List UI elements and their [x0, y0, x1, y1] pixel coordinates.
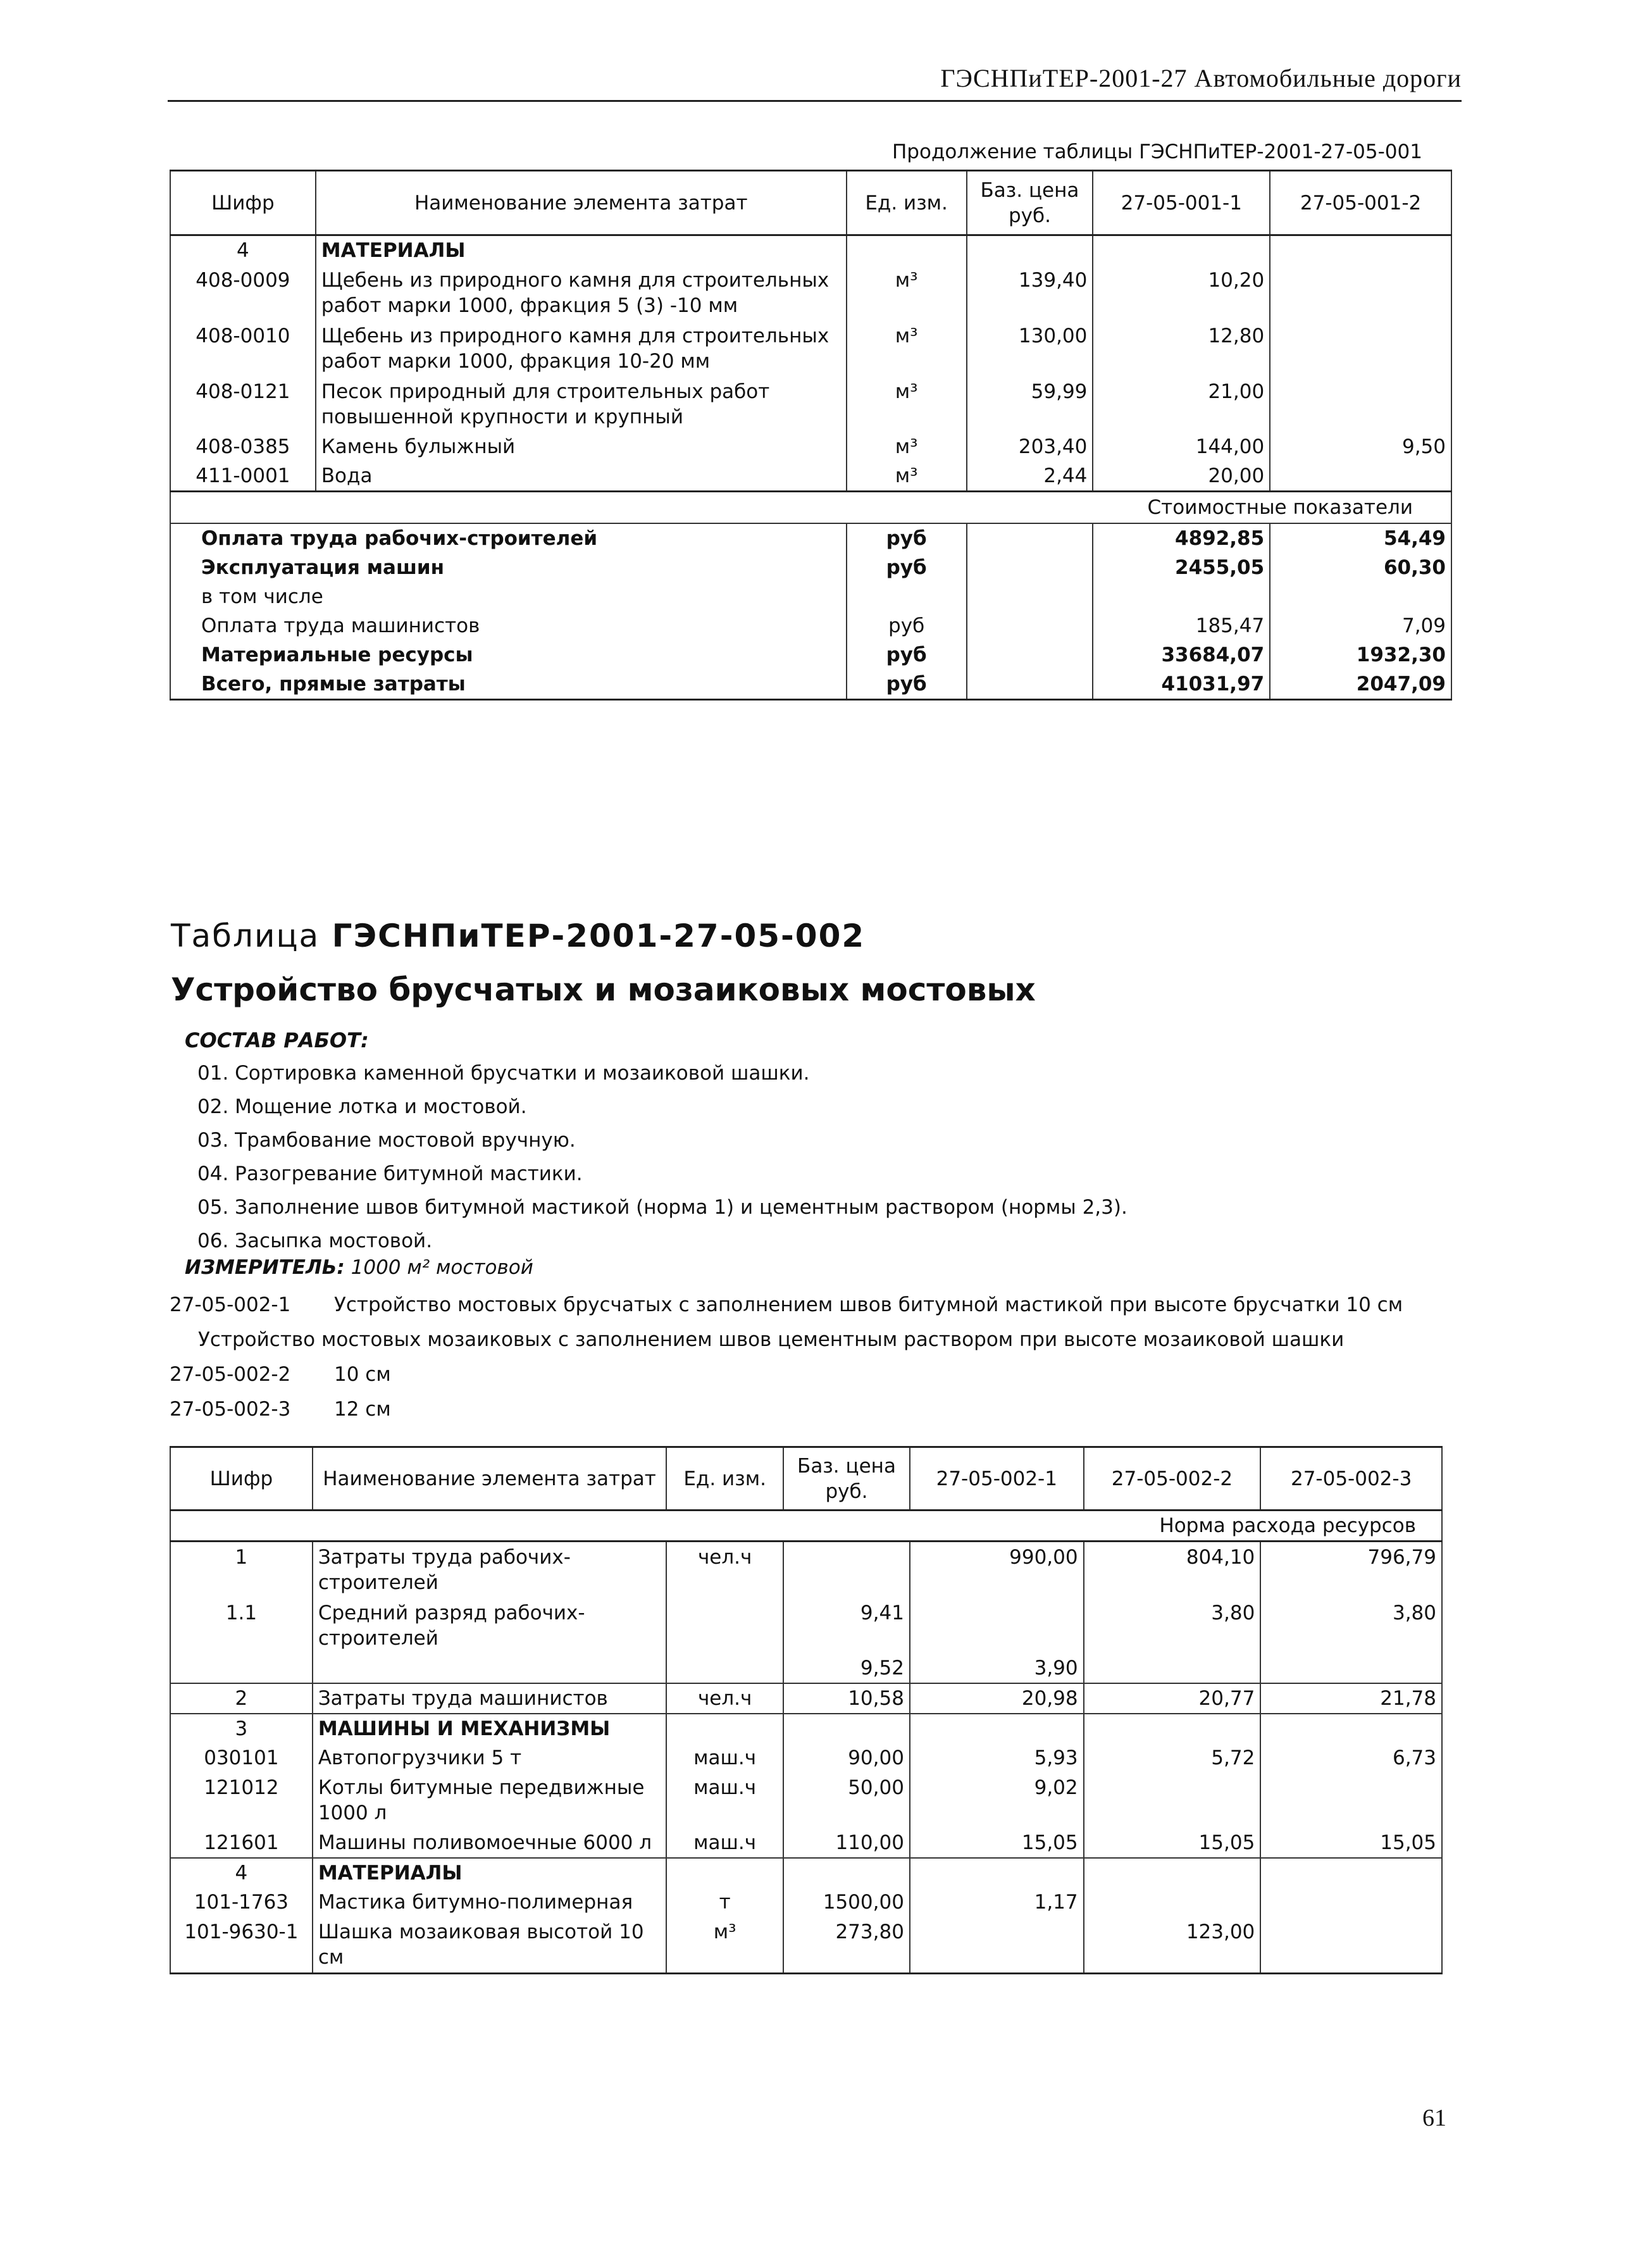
table-row: 101-1763 Мастика битумно-полимерная т 1500,00 1,17 [170, 1888, 1442, 1917]
cost-row: Оплата труда машинистов руб 185,47 7,09 [170, 611, 1451, 640]
section-row: 4 МАТЕРИАЛЫ [170, 235, 1451, 266]
norm-header-row: Норма расхода ресурсов [170, 1511, 1442, 1542]
work-composition-label: СОСТАВ РАБОТ: [185, 1028, 369, 1052]
cost-indicators-header: Стоимостные показатели [170, 492, 1451, 524]
cost-row: Оплата труда рабочих-строителей руб 4892,85 54,49 [170, 523, 1451, 553]
column-header: 27-05-002-2 [1084, 1447, 1261, 1511]
column-header: 27-05-002-1 [910, 1447, 1084, 1511]
table-row: 1 Затраты труда рабочих-строителей чел.ч 990,00 804,10 796,79 [170, 1542, 1442, 1598]
table-row: 408-0010 Щебень из природного камня для строительных работ марки 1000, фракция 10-20 мм м³ 130,00 12,80 [170, 321, 1451, 377]
table-row: 408-0385 Камень булыжный м³ 203,40 144,00 9,50 [170, 432, 1451, 461]
resource-table-05-002 [170, 1446, 1443, 1974]
cost-row: Всего, прямые затраты руб 41031,97 2047,09 [170, 670, 1451, 700]
column-header: Шифр [170, 1447, 313, 1511]
cost-row: в том числе [170, 582, 1451, 611]
table-row: 408-0121 Песок природный для строительных работ повышенной крупности и крупный м³ 59,99 21,00 [170, 377, 1451, 432]
column-header: Ед. изм. [847, 171, 967, 235]
page-header [168, 63, 1462, 102]
column-header: Ед. изм. [666, 1447, 783, 1511]
table-row: 121601 Машины поливомоечные 6000 л маш.ч 110,00 15,05 15,05 15,05 [170, 1828, 1442, 1858]
work-list [197, 1057, 1128, 1258]
norm-code-line: 27-05-002-3 12 см [170, 1398, 391, 1421]
table-subtitle: Устройство брусчатых и мозаиковых мостовых [171, 971, 1036, 1008]
norm-code-line: Устройство мостовых мозаиковых с заполнением швов цементным раствором при высоте мозаиковой шашки [198, 1328, 1345, 1351]
norm-code-line: 27-05-002-2 10 см [170, 1363, 391, 1386]
measure-unit: ИЗМЕРИТЕЛЬ: 1000 м² мостовой [185, 1256, 533, 1279]
resource-table-05-001 [170, 170, 1452, 701]
running-title: ГЭСНПиТЕР-2001-27 Автомобильные дороги [940, 64, 1462, 92]
table-header-row [170, 1447, 1442, 1511]
table-title: Таблица ГЭСНПиТЕР-2001-27-05-002 [171, 918, 866, 954]
column-header: 27-05-002-3 [1260, 1447, 1442, 1511]
column-header: 27-05-001-1 [1093, 171, 1270, 235]
table-row: 121012 Котлы битумные передвижные 1000 л маш.ч 50,00 9,02 [170, 1773, 1442, 1828]
cost-row: Материальные ресурсы руб 33684,07 1932,30 [170, 640, 1451, 670]
column-header: Наименование элемента затрат [316, 171, 847, 235]
work-item: 01. Сортировка каменной брусчатки и мозаиковой шашки. [197, 1062, 810, 1085]
column-header: Наименование элемента затрат [313, 1447, 666, 1511]
table-row: 411-0001 Вода м³ 2,44 20,00 [170, 461, 1451, 492]
column-header: Баз. цена руб. [967, 171, 1093, 235]
page-number: 61 [1422, 2105, 1446, 2131]
table-row: 1.1 Средний разряд рабочих-строителей 9,41 3,80 3,80 [170, 1598, 1442, 1654]
table-row: 101-9630-1 Шашка мозаиковая высотой 10 см м³ 273,80 123,00 [170, 1917, 1442, 1974]
table-continuation-caption: Продолжение таблицы ГЭСНПиТЕР-2001-27-05-001 [892, 140, 1422, 163]
table-header-row [170, 171, 1451, 235]
section-row: 3 МАШИНЫ И МЕХАНИЗМЫ [170, 1714, 1442, 1743]
work-item: 03. Трамбование мостовой вручную. [197, 1129, 576, 1152]
norm-code-line: 27-05-002-1 Устройство мостовых брусчатых с заполнением швов битумной мастикой при высоте брусчатки 10 см [170, 1293, 1403, 1316]
table-row: 2 Затраты труда машинистов чел.ч 10,58 20,98 20,77 21,78 [170, 1683, 1442, 1714]
table-row: 9,52 3,90 [170, 1654, 1442, 1683]
work-item: 02. Мощение лотка и мостовой. [197, 1095, 527, 1118]
column-header: Баз. цена руб. [783, 1447, 910, 1511]
work-item: 06. Засыпка мостовой. [197, 1230, 433, 1252]
work-item: 04. Разогревание битумной мастики. [197, 1162, 583, 1185]
cost-row: Эксплуатация машин руб 2455,05 60,30 [170, 553, 1451, 582]
table-row: 030101 Автопогрузчики 5 т маш.ч 90,00 5,93 5,72 6,73 [170, 1743, 1442, 1773]
work-item: 05. Заполнение швов битумной мастикой (норма 1) и цементным раствором (нормы 2,3). [197, 1196, 1128, 1219]
section-row: 4 МАТЕРИАЛЫ [170, 1858, 1442, 1888]
table-row: 408-0009 Щебень из природного камня для строительных работ марки 1000, фракция 5 (3) -10 мм м³ 139,40 10,20 [170, 265, 1451, 321]
column-header: 27-05-001-2 [1270, 171, 1451, 235]
norm-codes [170, 1288, 1403, 1427]
column-header: Шифр [170, 171, 316, 235]
